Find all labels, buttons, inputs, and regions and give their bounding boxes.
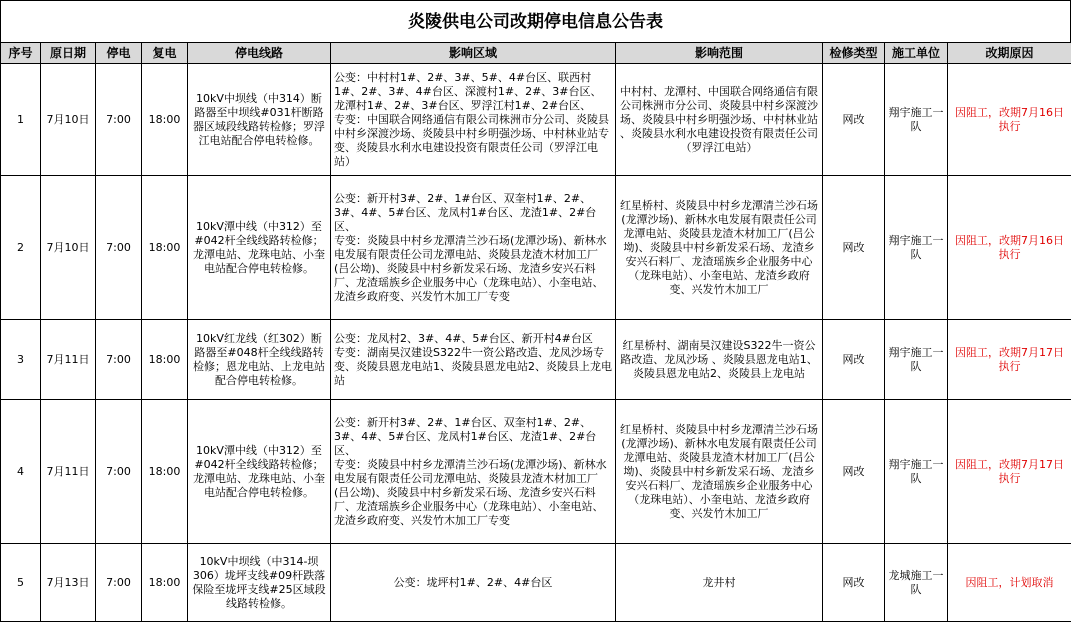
header-no: 序号 bbox=[1, 43, 41, 64]
cell-unit: 翔宇施工一队 bbox=[885, 400, 948, 544]
area-private: 专变：湖南昊汉建设S322牛一资公路改造、龙凤沙场专变、炎陵县恩龙电站1、炎陵县恩龙电站2、炎陵县上龙电站 bbox=[334, 345, 612, 387]
cell-type: 网改 bbox=[823, 400, 885, 544]
cell-scope: 红星桥村、炎陵县中村乡龙潭清兰沙石场(龙潭沙场)、新林水电发展有限责任公司龙潭电站、炎陵县龙渣木材加工厂(吕公坳)、炎陵县中村乡新发采石场、龙渣乡安兴石料厂、龙渣瑶族乡企业服务中心（龙珠电站）、小奎电站、龙渣乡政府变、兴发竹木加工厂 bbox=[616, 176, 823, 320]
cell-area bbox=[331, 544, 616, 622]
cell-line: 10kV中坝线（中314-坝306）垅坪支线#09杆跌落保险至垅坪支线#25区域段线路转检修。 bbox=[188, 544, 331, 622]
table-row bbox=[1, 64, 1071, 176]
cell-scope: 红星桥村、炎陵县中村乡龙潭清兰沙石场(龙潭沙场)、新林水电发展有限责任公司龙潭电站、炎陵县龙渣木材加工厂(吕公坳)、炎陵县中村乡新发采石场、龙渣乡安兴石料厂、龙渣瑶族乡企业服务中心（龙珠电站）、小奎电站、龙渣乡政府变、兴发竹木加工厂 bbox=[616, 400, 823, 544]
header-area: 影响区域 bbox=[331, 43, 616, 64]
cell-reason: 因阻工，改期7月16日执行 bbox=[948, 64, 1071, 176]
cell-off: 7:00 bbox=[96, 64, 142, 176]
area-private: 专变：中国联合网络通信有限公司株洲市分公司、炎陵县中村乡深渡沙场、炎陵县中村乡明强沙场、中村林业站专变、炎陵县水利水电建设投资有限责任公司（罗浮江电站） bbox=[334, 112, 609, 168]
cell-unit: 翔宇施工一队 bbox=[885, 320, 948, 400]
cell-off: 7:00 bbox=[96, 320, 142, 400]
cell-scope: 龙井村 bbox=[616, 544, 823, 622]
area-public: 公变：垅坪村1#、2#、4#台区 bbox=[393, 575, 553, 589]
cell-on: 18:00 bbox=[142, 320, 188, 400]
cell-type: 网改 bbox=[823, 544, 885, 622]
cell-area bbox=[331, 320, 616, 400]
area-public: 公变：新开村3#、2#、1#台区、双奎村1#、2#、3#、4#、5#台区、龙凤村1#台区、龙渣1#、2#台区、 bbox=[334, 191, 597, 233]
notice-table bbox=[0, 42, 1071, 622]
area-public: 公变：新开村3#、2#、1#台区、双奎村1#、2#、3#、4#、5#台区、龙凤村1#台区、龙渣1#、2#台区、 bbox=[334, 415, 597, 457]
cell-reason: 因阻工，改期7月17日执行 bbox=[948, 400, 1071, 544]
cell-type: 网改 bbox=[823, 176, 885, 320]
cell-no: 1 bbox=[1, 64, 41, 176]
cell-off: 7:00 bbox=[96, 544, 142, 622]
area-public: 公变：中村村1#、2#、3#、5#、4#台区、联西村1#、2#、3#、4#台区、深渡村1#、2#、3#台区、龙潭村1#、2#、3#台区、罗浮江村1#、2#台区、 bbox=[334, 70, 602, 112]
cell-line: 10kV潭中线（中312）至#042杆全线线路转检修；龙潭电站、龙珠电站、小奎电站配合停电转检修。 bbox=[188, 176, 331, 320]
cell-on: 18:00 bbox=[142, 176, 188, 320]
cell-date: 7月11日 bbox=[41, 400, 96, 544]
cell-date: 7月11日 bbox=[41, 320, 96, 400]
cell-off: 7:00 bbox=[96, 176, 142, 320]
cell-line: 10kV中坝线（中314）断路器至中坝线#031杆断路器区域段线路转检修；罗浮江电站配合停电转检修。 bbox=[188, 64, 331, 176]
header-reason: 改期原因 bbox=[948, 43, 1071, 64]
cell-area bbox=[331, 176, 616, 320]
cell-reason: 因阻工，改期7月17日执行 bbox=[948, 320, 1071, 400]
cell-no: 3 bbox=[1, 320, 41, 400]
table-row bbox=[1, 320, 1071, 400]
cell-type: 网改 bbox=[823, 320, 885, 400]
cell-no: 5 bbox=[1, 544, 41, 622]
area-private: 专变：炎陵县中村乡龙潭清兰沙石场(龙潭沙场)、新林水电发展有限责任公司龙潭电站、炎陵县龙渣木材加工厂(吕公坳)、炎陵县中村乡新发采石场、龙渣乡安兴石料厂、龙渣瑶族乡企业服务中心（龙珠电站）、小奎电站、龙渣乡政府变、兴发竹木加工厂专变 bbox=[334, 457, 607, 527]
cell-off: 7:00 bbox=[96, 400, 142, 544]
cell-date: 7月13日 bbox=[41, 544, 96, 622]
cell-reason: 因阻工，计划取消 bbox=[948, 544, 1071, 622]
table-header-row bbox=[1, 43, 1071, 64]
cell-type: 网改 bbox=[823, 64, 885, 176]
header-off-time: 停电 bbox=[96, 43, 142, 64]
cell-no: 4 bbox=[1, 400, 41, 544]
cell-line: 10kV红龙线（红302）断路器至#048杆全线线路转检修；恩龙电站、上龙电站配合停电转检修。 bbox=[188, 320, 331, 400]
cell-scope: 红星桥村、湖南昊汉建设S322牛一资公路改造、龙凤沙场 、炎陵县恩龙电站1、炎陵县恩龙电站2、炎陵县上龙电站 bbox=[616, 320, 823, 400]
header-unit: 施工单位 bbox=[885, 43, 948, 64]
cell-reason: 因阻工，改期7月16日执行 bbox=[948, 176, 1071, 320]
cell-unit: 翔宇施工一队 bbox=[885, 64, 948, 176]
table-row bbox=[1, 400, 1071, 544]
area-public: 公变：龙凤村2、3#、4#、5#台区、新开村4#台区 bbox=[334, 331, 593, 345]
header-on-time: 复电 bbox=[142, 43, 188, 64]
cell-on: 18:00 bbox=[142, 64, 188, 176]
table-row bbox=[1, 176, 1071, 320]
cell-date: 7月10日 bbox=[41, 64, 96, 176]
header-orig-date: 原日期 bbox=[41, 43, 96, 64]
cell-no: 2 bbox=[1, 176, 41, 320]
header-scope: 影响范围 bbox=[616, 43, 823, 64]
cell-on: 18:00 bbox=[142, 400, 188, 544]
table-row bbox=[1, 544, 1071, 622]
cell-scope: 中村村、龙潭村、中国联合网络通信有限公司株洲市分公司、炎陵县中村乡深渡沙场、炎陵县中村乡明强沙场、中村林业站 、炎陵县水利水电建设投资有限责任公司（罗浮江电站） bbox=[616, 64, 823, 176]
cell-unit: 龙城施工一队 bbox=[885, 544, 948, 622]
area-private: 专变：炎陵县中村乡龙潭清兰沙石场(龙潭沙场)、新林水电发展有限责任公司龙潭电站、炎陵县龙渣木材加工厂(吕公坳)、炎陵县中村乡新发采石场、龙渣乡安兴石料厂、龙渣瑶族乡企业服务中心（龙珠电站）、小奎电站、龙渣乡政府变、兴发竹木加工厂专变 bbox=[334, 233, 607, 303]
header-type: 检修类型 bbox=[823, 43, 885, 64]
header-line: 停电线路 bbox=[188, 43, 331, 64]
cell-on: 18:00 bbox=[142, 544, 188, 622]
cell-date: 7月10日 bbox=[41, 176, 96, 320]
cell-unit: 翔宇施工一队 bbox=[885, 176, 948, 320]
cell-area bbox=[331, 64, 616, 176]
cell-line: 10kV潭中线（中312）至#042杆全线线路转检修；龙潭电站、龙珠电站、小奎电站配合停电转检修。 bbox=[188, 400, 331, 544]
cell-area bbox=[331, 400, 616, 544]
page-title: 炎陵供电公司改期停电信息公告表 bbox=[0, 0, 1071, 42]
